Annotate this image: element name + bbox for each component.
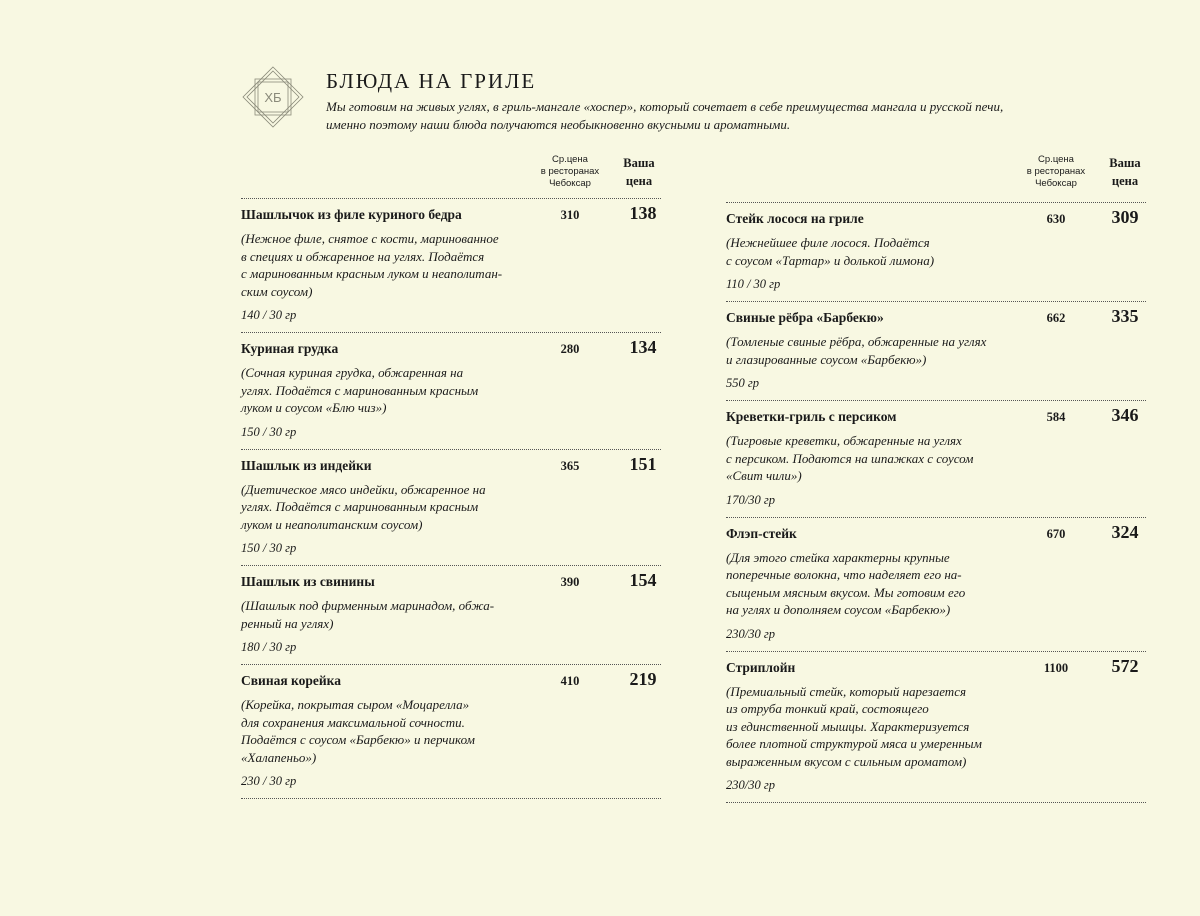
- dish-description: (Для этого стейка характерны крупные поперечные волокна, что наделяет его на- сыщеным мясным вкусом. Мы готовим его на углях и дополняем соусом «Барбекю»): [726, 549, 966, 617]
- dish-weight: 170/30 гр: [726, 492, 775, 507]
- dish-description: (Нежнейшее филе лосося. Подаётся с соусом «Тартар» и долькой лимона): [726, 235, 935, 268]
- menu-item: [726, 202, 1146, 301]
- dish-description: (Тигровые креветки, обжаренные на углях с персиком. Подаются на шпажках с соусом «Свит чили»): [726, 433, 974, 483]
- divider: [241, 798, 661, 799]
- logo: [241, 65, 305, 129]
- dish-description: (Нежное филе, снятое с кости, маринованное в специях и обжаренное на углях. Подаётся с маринованным красным луком и неаполитан- ским соусом): [241, 231, 503, 299]
- our-price-header: Ваша цена: [1109, 156, 1141, 188]
- dish-description: (Диетическое мясо индейки, обжаренное на углях. Подаётся с маринованным красным луком и неаполитанским соусом): [241, 481, 486, 532]
- our-price: 324: [1111, 521, 1139, 542]
- avg-price: 365: [560, 458, 580, 473]
- our-price: 335: [1111, 306, 1139, 326]
- avg-price: 670: [1046, 526, 1066, 541]
- dish-name: Креветки-гриль с персиком: [726, 409, 897, 424]
- menu-list-left: [241, 198, 661, 798]
- our-price: 572: [1111, 655, 1139, 676]
- avg-price-header: Ср.цена в ресторанах Чебоксар: [1026, 154, 1086, 189]
- menu-list-right: [726, 202, 1146, 802]
- avg-price: 1100: [1043, 660, 1069, 675]
- menu-column-right: [726, 150, 1146, 803]
- menu-item: [241, 449, 661, 566]
- avg-price-header: Ср.цена в ресторанах Чебоксар: [540, 154, 600, 189]
- menu-item: [241, 664, 661, 798]
- our-price-header: Ваша цена: [623, 156, 655, 188]
- our-price: 219: [629, 669, 657, 689]
- dish-description: (Корейка, покрытая сыром «Моцарелла» для сохранения максимальной сочности. Подаётся с соусом «Барбекю» и перчиком «Халапеньо»): [241, 697, 475, 765]
- menu-column-left: [241, 150, 661, 799]
- our-price: 346: [1111, 405, 1139, 425]
- dish-weight: 140 / 30 гр: [241, 308, 297, 322]
- dish-weight: 150 / 30 гр: [241, 541, 297, 555]
- dish-weight: 230/30 гр: [726, 626, 775, 641]
- column-header: [726, 150, 1146, 202]
- avg-price: 390: [560, 575, 580, 589]
- avg-price: 630: [1046, 212, 1066, 226]
- menu-item: [241, 565, 661, 664]
- avg-price: 310: [560, 208, 580, 222]
- dish-weight: 550 гр: [726, 376, 760, 390]
- dish-name: Куриная грудка: [241, 341, 339, 356]
- dish-name: Шашлык из индейки: [241, 457, 372, 473]
- dish-description: (Сочная куриная грудка, обжаренная на углях. Подаётся с маринованным красным луком и соусом «Блю чиз»): [241, 365, 479, 415]
- menu-item: [241, 198, 661, 332]
- our-price: 154: [629, 570, 657, 590]
- dish-weight: 180 / 30 гр: [241, 640, 297, 654]
- dish-name: Шашлык из свинины: [241, 574, 375, 589]
- our-price: 138: [629, 203, 657, 223]
- menu-item: [726, 301, 1146, 400]
- dish-weight: 230/30 гр: [726, 778, 775, 792]
- dish-weight: 150 / 30 гр: [241, 424, 297, 439]
- avg-price: 410: [560, 674, 580, 688]
- dish-description: (Томленые свиные рёбра, обжаренные на углях и глазированные соусом «Барбекю»): [726, 334, 987, 367]
- page-subtitle: Мы готовим на живых углях, в гриль-мангале «хоспер», который сочетает в себе преимущества мангала и русской печи, именно поэтому наши блюда получаются необыкновенно вкусными и ароматными.: [326, 99, 1004, 132]
- avg-price: 662: [1046, 311, 1066, 325]
- dish-name: Свиная корейка: [241, 673, 341, 688]
- dish-name: Флэп-стейк: [726, 525, 797, 541]
- page-title: БЛЮДА НА ГРИЛЕ: [326, 69, 537, 93]
- our-price: 309: [1111, 207, 1139, 227]
- menu-item: [241, 332, 661, 449]
- dish-name: Свиные рёбра «Барбекю»: [726, 310, 884, 325]
- divider: [726, 802, 1146, 803]
- avg-price: 584: [1046, 410, 1066, 424]
- menu-item: [726, 517, 1146, 651]
- dish-name: Стриплойн: [726, 659, 796, 675]
- our-price: 151: [629, 453, 657, 474]
- our-price: 134: [629, 337, 657, 357]
- logo-text: ХБ: [264, 90, 282, 105]
- dish-description: (Премиальный стейк, который нарезается из отруба тонкий край, состоящего из единственной мышцы. Характеризуется более плотной структурой мяса и умеренным выраженным вкусом с сильным ароматом): [726, 683, 982, 769]
- menu-item: [726, 400, 1146, 517]
- dish-description: (Шашлык под фирменным маринадом, обжа- ренный на углях): [241, 598, 495, 631]
- dish-name: Шашлычок из филе куриного бедра: [241, 207, 462, 222]
- column-header: [241, 150, 661, 198]
- dish-weight: 110 / 30 гр: [726, 277, 781, 291]
- dish-weight: 230 / 30 гр: [241, 774, 297, 788]
- dish-name: Стейк лосося на гриле: [726, 211, 864, 226]
- menu-item: [726, 651, 1146, 803]
- avg-price: 280: [560, 342, 580, 356]
